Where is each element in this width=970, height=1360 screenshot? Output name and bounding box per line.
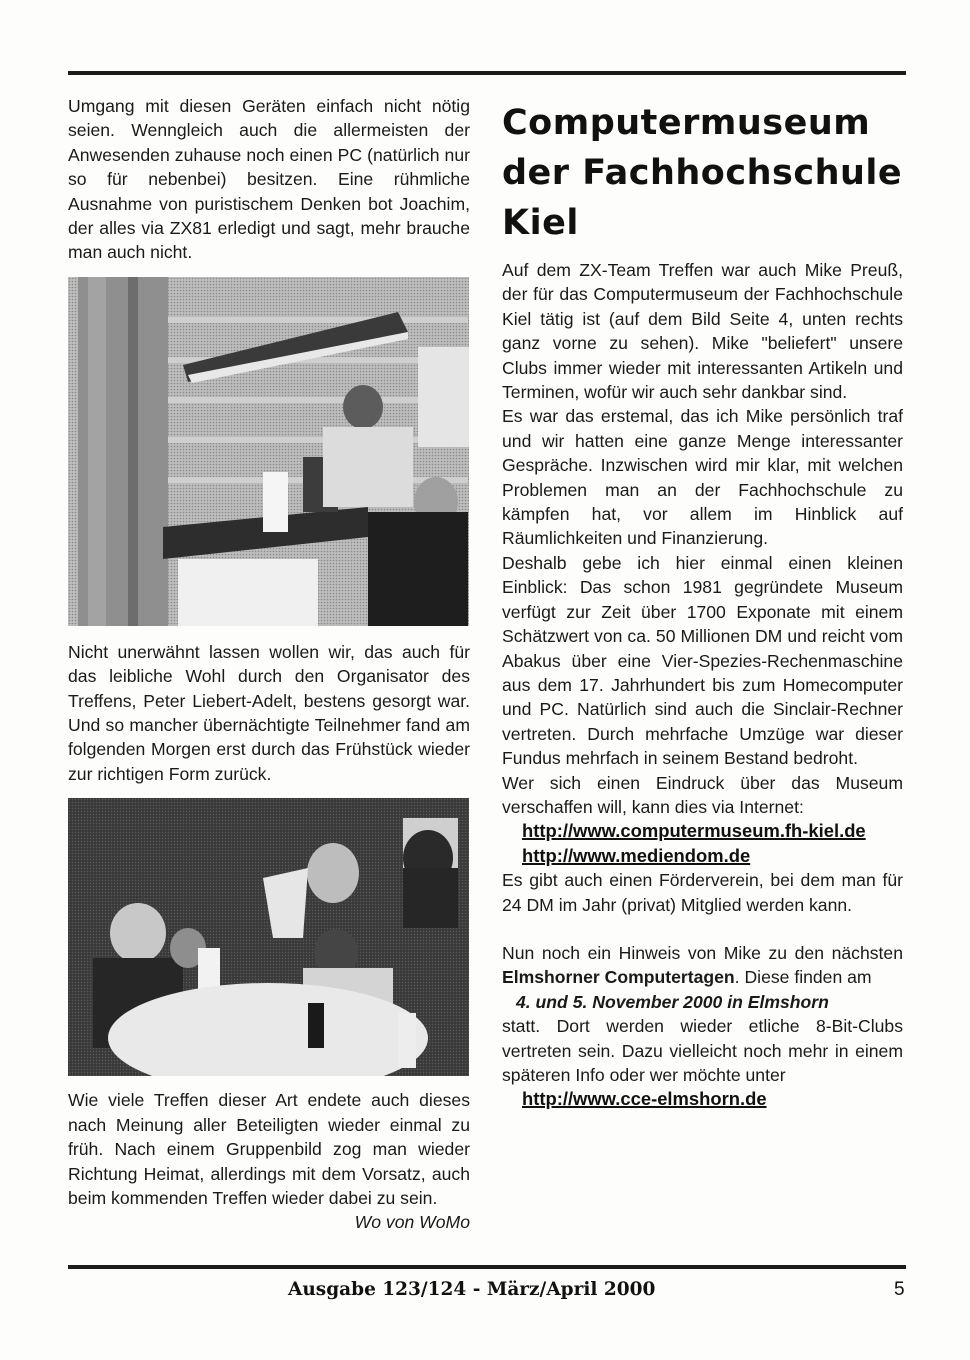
right-column: [502, 258, 903, 1112]
article-paragraph-7: statt. Dort werden wieder etliche 8-Bit-Clubs vertreten sein. Dazu vielleicht noch mehr in einem späteren Info oder wer möchte unter: [502, 1016, 903, 1085]
article-paragraph-6: [502, 941, 903, 990]
para6-pre: Nun noch ein Hinweis von Mike zu den nächsten: [502, 942, 903, 963]
headline-line-2: der Fachhochschule: [502, 153, 903, 193]
article-paragraph-1: Auf dem ZX-Team Treffen war auch Mike Preuß, der für das Computermuseum der Fachhochschule Kiel tätig ist (auf dem Bild Seite 4, unten rechts ganz vorne zu sehen). Mike "beliefert" unsere Clubs immer wieder mit interessanten Artikeln und Terminen, wofür wir auch sehr dankbar sind.: [502, 260, 903, 403]
kitchen-photo: [68, 277, 469, 626]
para6-post: . Diese finden am: [734, 967, 872, 988]
paragraph-gap: [502, 917, 903, 941]
link-mediendom[interactable]: http://www.mediendom.de: [522, 844, 751, 866]
left-paragraph-2: Nicht unerwähnt lassen wollen wir, das auch für das leibliche Wohl durch den Organisator des Treffens, Peter Liebert-Adelt, bestens gesorgt war. Und so mancher übernächtigte Teilnehmer fand am folgenden Morgen erst durch das Frühstück wieder zur richtigen Form zurück.: [68, 641, 470, 784]
link-cce-elmshorn[interactable]: http://www.cce-elmshorn.de: [522, 1088, 767, 1110]
event-date: 4. und 5. November 2000 in Elmshorn: [516, 991, 829, 1012]
article-paragraph-2: Es war das erstemal, das ich Mike persönlich traf und wir hatten eine ganze Menge interessanter Gespräche. Inzwischen wird mir klar, mit welchen Problemen man an der Fachhochschule zu kämpfen hat, vor allem im Hinblick auf Räumlichkeiten und Finanzierung.: [502, 406, 903, 549]
left-paragraph-3-text: Wie viele Treffen dieser Art endete auch dieses nach Meinung aller Beteiligten wieder einmal zu früh. Nach einem Gruppenbild zog man wieder Richtung Heimat, allerdings mit dem Vorsatz, auch beim kommenden Treffen wieder dabei zu sein.: [68, 1090, 470, 1208]
issue-label: Ausgabe 123/124 - März/April 2000: [288, 1279, 656, 1300]
headline-line-1: Computermuseum: [502, 103, 871, 143]
left-column: [68, 94, 470, 1235]
page-number: 5: [894, 1279, 905, 1300]
event-name: Elmshorner Computertagen: [502, 967, 735, 988]
article-paragraph-3: Deshalb gebe ich hier einmal einen kleinen Einblick: Das schon 1981 gegründete Museum verfügt zur Zeit über 1700 Exponate mit einem Schätzwert von ca. 50 Millionen DM und reicht vom Abakus über eine Vier-Spezies-Rechenmaschine aus dem 17. Jahrhundert bis zum Homecomputer und PC. Natürlich sind auch die Sinclair-Rechner vertreten. Durch mehrfache Umzüge war dieser Fundus mehrfach in seinem Bestand bedroht.: [502, 552, 903, 769]
bottom-rule: [68, 1265, 906, 1269]
headline-line-3: Kiel: [502, 203, 579, 243]
author-signature: Wo von WoMo: [354, 1212, 470, 1233]
article-paragraph-5: Es gibt auch einen Förderverein, bei dem man für 24 DM im Jahr (privat) Mitglied werden kann.: [502, 870, 903, 915]
breakfast-photo-image: [68, 798, 469, 1076]
link-computermuseum[interactable]: http://www.computermuseum.fh-kiel.de: [522, 820, 866, 842]
article-headline: [502, 98, 912, 248]
article-paragraph-4: Wer sich einen Eindruck über das Museum verschaffen will, kann dies via Internet:: [502, 772, 903, 817]
kitchen-photo-image: [68, 277, 469, 626]
left-paragraph-3: [68, 1088, 470, 1233]
breakfast-photo: [68, 798, 469, 1076]
top-rule: [68, 71, 906, 75]
left-paragraph-1: Umgang mit diesen Geräten einfach nicht nötig seien. Wenngleich auch die allermeisten der Anwesenden zuhause noch einen PC (natürlich nur so für nebenbei) besitzen. Eine rühmliche Ausnahme von puristischem Denken bot Joachim, der alles via ZX81 erledigt und sagt, mehr brauche man auch nicht.: [68, 96, 470, 263]
